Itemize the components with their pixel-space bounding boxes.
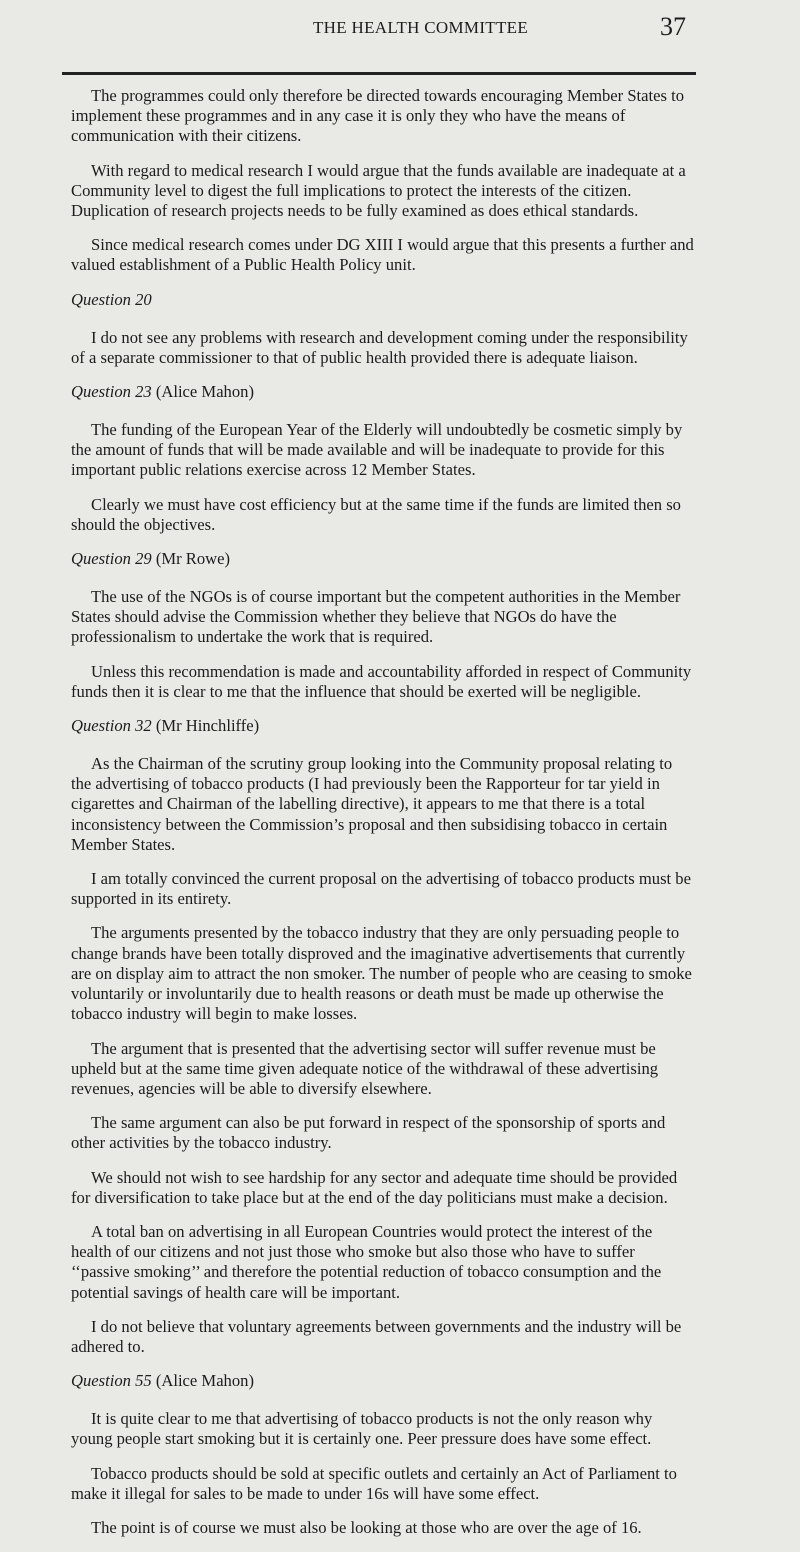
paragraph: The same argument can also be put forward in respect of the sponsorship of sports and other activities by the tobacco industry. bbox=[71, 1113, 666, 1153]
question-heading bbox=[71, 290, 695, 310]
question-number: Question 29 bbox=[71, 549, 152, 569]
paragraph: I am totally convinced the current proposal on the advertising of tobacco products must be supported in its entirety. bbox=[71, 869, 691, 909]
question-speaker: (Alice Mahon) bbox=[155, 1371, 254, 1391]
header-rule bbox=[62, 72, 696, 75]
question-number: Question 23 bbox=[71, 382, 152, 402]
question-speaker: (Mr Rowe) bbox=[155, 549, 231, 569]
page-number: 37 bbox=[660, 12, 686, 41]
question-heading bbox=[71, 1371, 695, 1391]
question-heading bbox=[71, 549, 695, 569]
question-number: Question 32 bbox=[71, 716, 152, 736]
paragraph: I do not see any problems with research and development coming under the responsibility of a separate commissioner to that of public health provided there is adequate liaison. bbox=[71, 327, 688, 367]
paragraph: A total ban on advertising in all European Countries would protect the interest of the health of our citizens and not just those who smoke but also those who have to suffer ‘‘passive smoking’’ and therefore the potential reduction of tobacco consumption and the potential savings of health care will be important. bbox=[71, 1221, 662, 1302]
paragraph: The argument that is presented that the advertising sector will suffer revenue must be upheld but at the same time given adequate notice of the withdrawal of these advertising revenues, agencies will be able to diversify elsewhere. bbox=[71, 1038, 659, 1098]
paragraph: The funding of the European Year of the Elderly will undoubtedly be cosmetic simply by the amount of funds that will be made available and will be inadequate to provide for this important public relations exercise across 12 Member States. bbox=[71, 420, 683, 480]
paragraph: It is quite clear to me that advertising of tobacco products is not the only reason why young people start smoking but it is certainly one. Peer pressure does have some effect. bbox=[71, 1409, 653, 1449]
question-heading bbox=[71, 716, 695, 736]
paragraph: Unless this recommendation is made and accountability afforded in respect of Community funds then it is clear to me that the influence that should be exerted will be negligible. bbox=[71, 661, 692, 701]
question-speaker: (Alice Mahon) bbox=[155, 382, 254, 402]
paragraph: I do not believe that voluntary agreements between governments and the industry will be adhered to. bbox=[71, 1316, 682, 1356]
paragraph: With regard to medical research I would argue that the funds available are inadequate at a Community level to digest the full implications to protect the interests of the citizen. Duplication of research projects needs to be fully examined as does ethical standards. bbox=[71, 160, 686, 221]
paragraph: The programmes could only therefore be directed towards encouraging Member States to implement these programmes and in any case it is only they who have the means of communication with their citizens. bbox=[71, 86, 685, 146]
paragraph: The use of the NGOs is of course important but the competent authorities in the Member States should advise the Commission whether they believe that NGOs do have the professionalism to undertake the work that is required. bbox=[71, 587, 681, 647]
paragraph: Tobacco products should be sold at specific outlets and certainly an Act of Parliament to make it illegal for sales to be made to under 16s will have some effect. bbox=[71, 1463, 677, 1503]
question-speaker: (Mr Hinchliffe) bbox=[155, 716, 260, 736]
paragraph: Since medical research comes under DG XIII I would argue that this presents a further and valued establishment of a Public Health Policy unit. bbox=[71, 235, 694, 275]
paragraph: We should not wish to see hardship for any sector and adequate time should be provided for diversification to take place but at the end of the day politicians must make a decision. bbox=[71, 1167, 678, 1207]
running-head-title: THE HEALTH COMMITTEE bbox=[313, 18, 529, 37]
question-number: Question 55 bbox=[71, 1371, 152, 1391]
paragraph: The point is of course we must also be looking at those who are over the age of 16. bbox=[91, 1517, 642, 1537]
question-heading bbox=[71, 382, 695, 402]
body-text bbox=[71, 86, 695, 1552]
running-head bbox=[0, 12, 800, 42]
paragraph: As the Chairman of the scrutiny group looking into the Community proposal relating to the advertising of tobacco products (I had previously been the Rapporteur for tar yield in cigarettes and Chairman of the labelling directive), it appears to me that there is a total inconsistency between the Commission’s proposal and then subsidising tobacco in certain Member States. bbox=[71, 754, 673, 854]
question-number: Question 20 bbox=[71, 289, 152, 309]
paragraph: The arguments presented by the tobacco industry that they are only persuading people to change brands have been totally disproved and the imaginative advertisements that currently are on display aim to attract the non smoker. The number of people who are ceasing to smoke voluntarily or involuntarily due to health reasons or death must be made up otherwise the tobacco industry will begin to make losses. bbox=[71, 923, 692, 1024]
paragraph: Clearly we must have cost efficiency but at the same time if the funds are limited then so should the objectives. bbox=[71, 494, 681, 534]
